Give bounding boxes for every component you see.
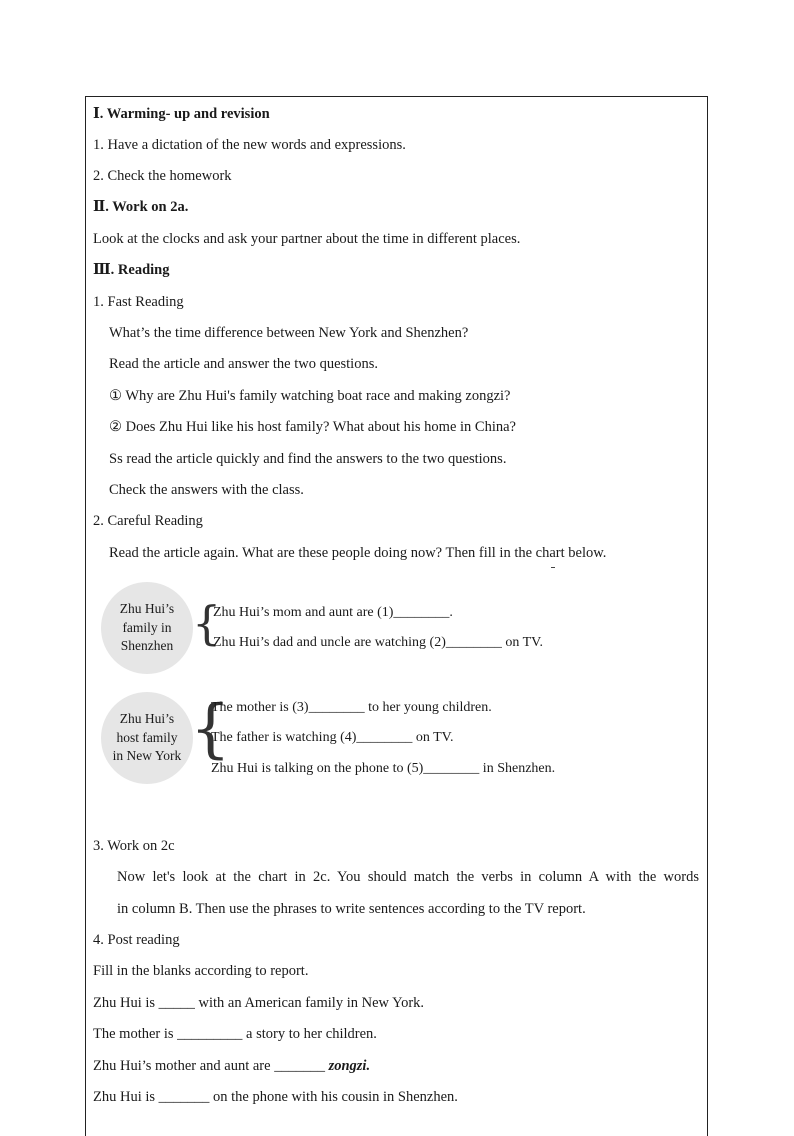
blank-sentence-3 (93, 1057, 370, 1075)
blank-sentence-4: Zhu Hui is _______ on the phone with his cousin in Shenzhen. (93, 1089, 458, 1105)
section2-text: Look at the clocks and ask your partner about the time in different places. (93, 231, 521, 247)
post-reading-instruction: Fill in the blanks according to report. (93, 963, 309, 979)
post-reading-title: 4. Post reading (93, 932, 180, 948)
group2-brace: { (190, 692, 231, 766)
group1-brace: { (192, 596, 222, 650)
work-2c-line2: in column B. Then use the phrases to write sentences according to the TV report. (117, 901, 586, 917)
lesson-plan-frame (85, 96, 708, 1136)
group1-label-line1: Zhu Hui’s (119, 601, 175, 617)
ss-read-instruction: Ss read the article quickly and find the answers to the two questions. (109, 451, 507, 467)
section2-heading: Ⅱ. Work on 2a. (93, 199, 189, 215)
group2-label-line2: host family (116, 729, 178, 745)
section1-item1: 1. Have a dictation of the new words and expressions. (93, 137, 406, 153)
stray-mark (551, 567, 555, 568)
fast-reading-instruction: Read the article and answer the two questions. (109, 356, 378, 372)
section1-heading: Ⅰ. Warming- up and revision (93, 106, 270, 122)
question-1: ① Why are Zhu Hui's family watching boat race and making zongzi? (109, 388, 511, 404)
group2-circle (101, 692, 193, 784)
group2-label-line1: Zhu Hui’s (119, 711, 175, 727)
question-2: ② Does Zhu Hui like his host family? What about his home in China? (109, 419, 516, 435)
group2-item1: The mother is (3)________ to her young children. (211, 700, 492, 715)
group1-label-line3: Shenzhen (120, 638, 174, 654)
careful-reading-instruction: Read the article again. What are these people doing now? Then fill in the chart below. (109, 545, 607, 561)
work-2c-line1: Now let's look at the chart in 2c. You should match the verbs in column A with the words (117, 869, 699, 885)
section1-item2: 2. Check the homework (93, 168, 232, 184)
group2-item2: The father is watching (4)________ on TV. (211, 730, 454, 745)
blank-sentence-2: The mother is _________ a story to her children. (93, 1026, 377, 1042)
check-answers: Check the answers with the class. (109, 482, 304, 498)
section3-heading: Ⅲ. Reading (93, 262, 170, 278)
work-2c-title: 3. Work on 2c (93, 838, 175, 854)
group1-item1: Zhu Hui’s mom and aunt are (1)________. (213, 605, 453, 620)
blank-sentence-1: Zhu Hui is _____ with an American family in New York. (93, 995, 425, 1011)
fast-reading-title: 1. Fast Reading (93, 294, 184, 310)
group2-label-line3: in New York (112, 748, 182, 764)
careful-reading-title: 2. Careful Reading (93, 513, 203, 529)
group1-item2: Zhu Hui’s dad and uncle are watching (2)________ on TV. (213, 635, 543, 650)
group1-circle (101, 582, 193, 674)
group1-label-line2: family in (122, 619, 172, 635)
zongzi-word: zongzi. (328, 1058, 371, 1074)
group2-item3: Zhu Hui is talking on the phone to (5)________ in Shenzhen. (211, 761, 556, 776)
blank-sentence-3-text: Zhu Hui’s mother and aunt are _______ (93, 1058, 329, 1074)
time-difference-question: What’s the time difference between New York and Shenzhen? (109, 325, 469, 341)
